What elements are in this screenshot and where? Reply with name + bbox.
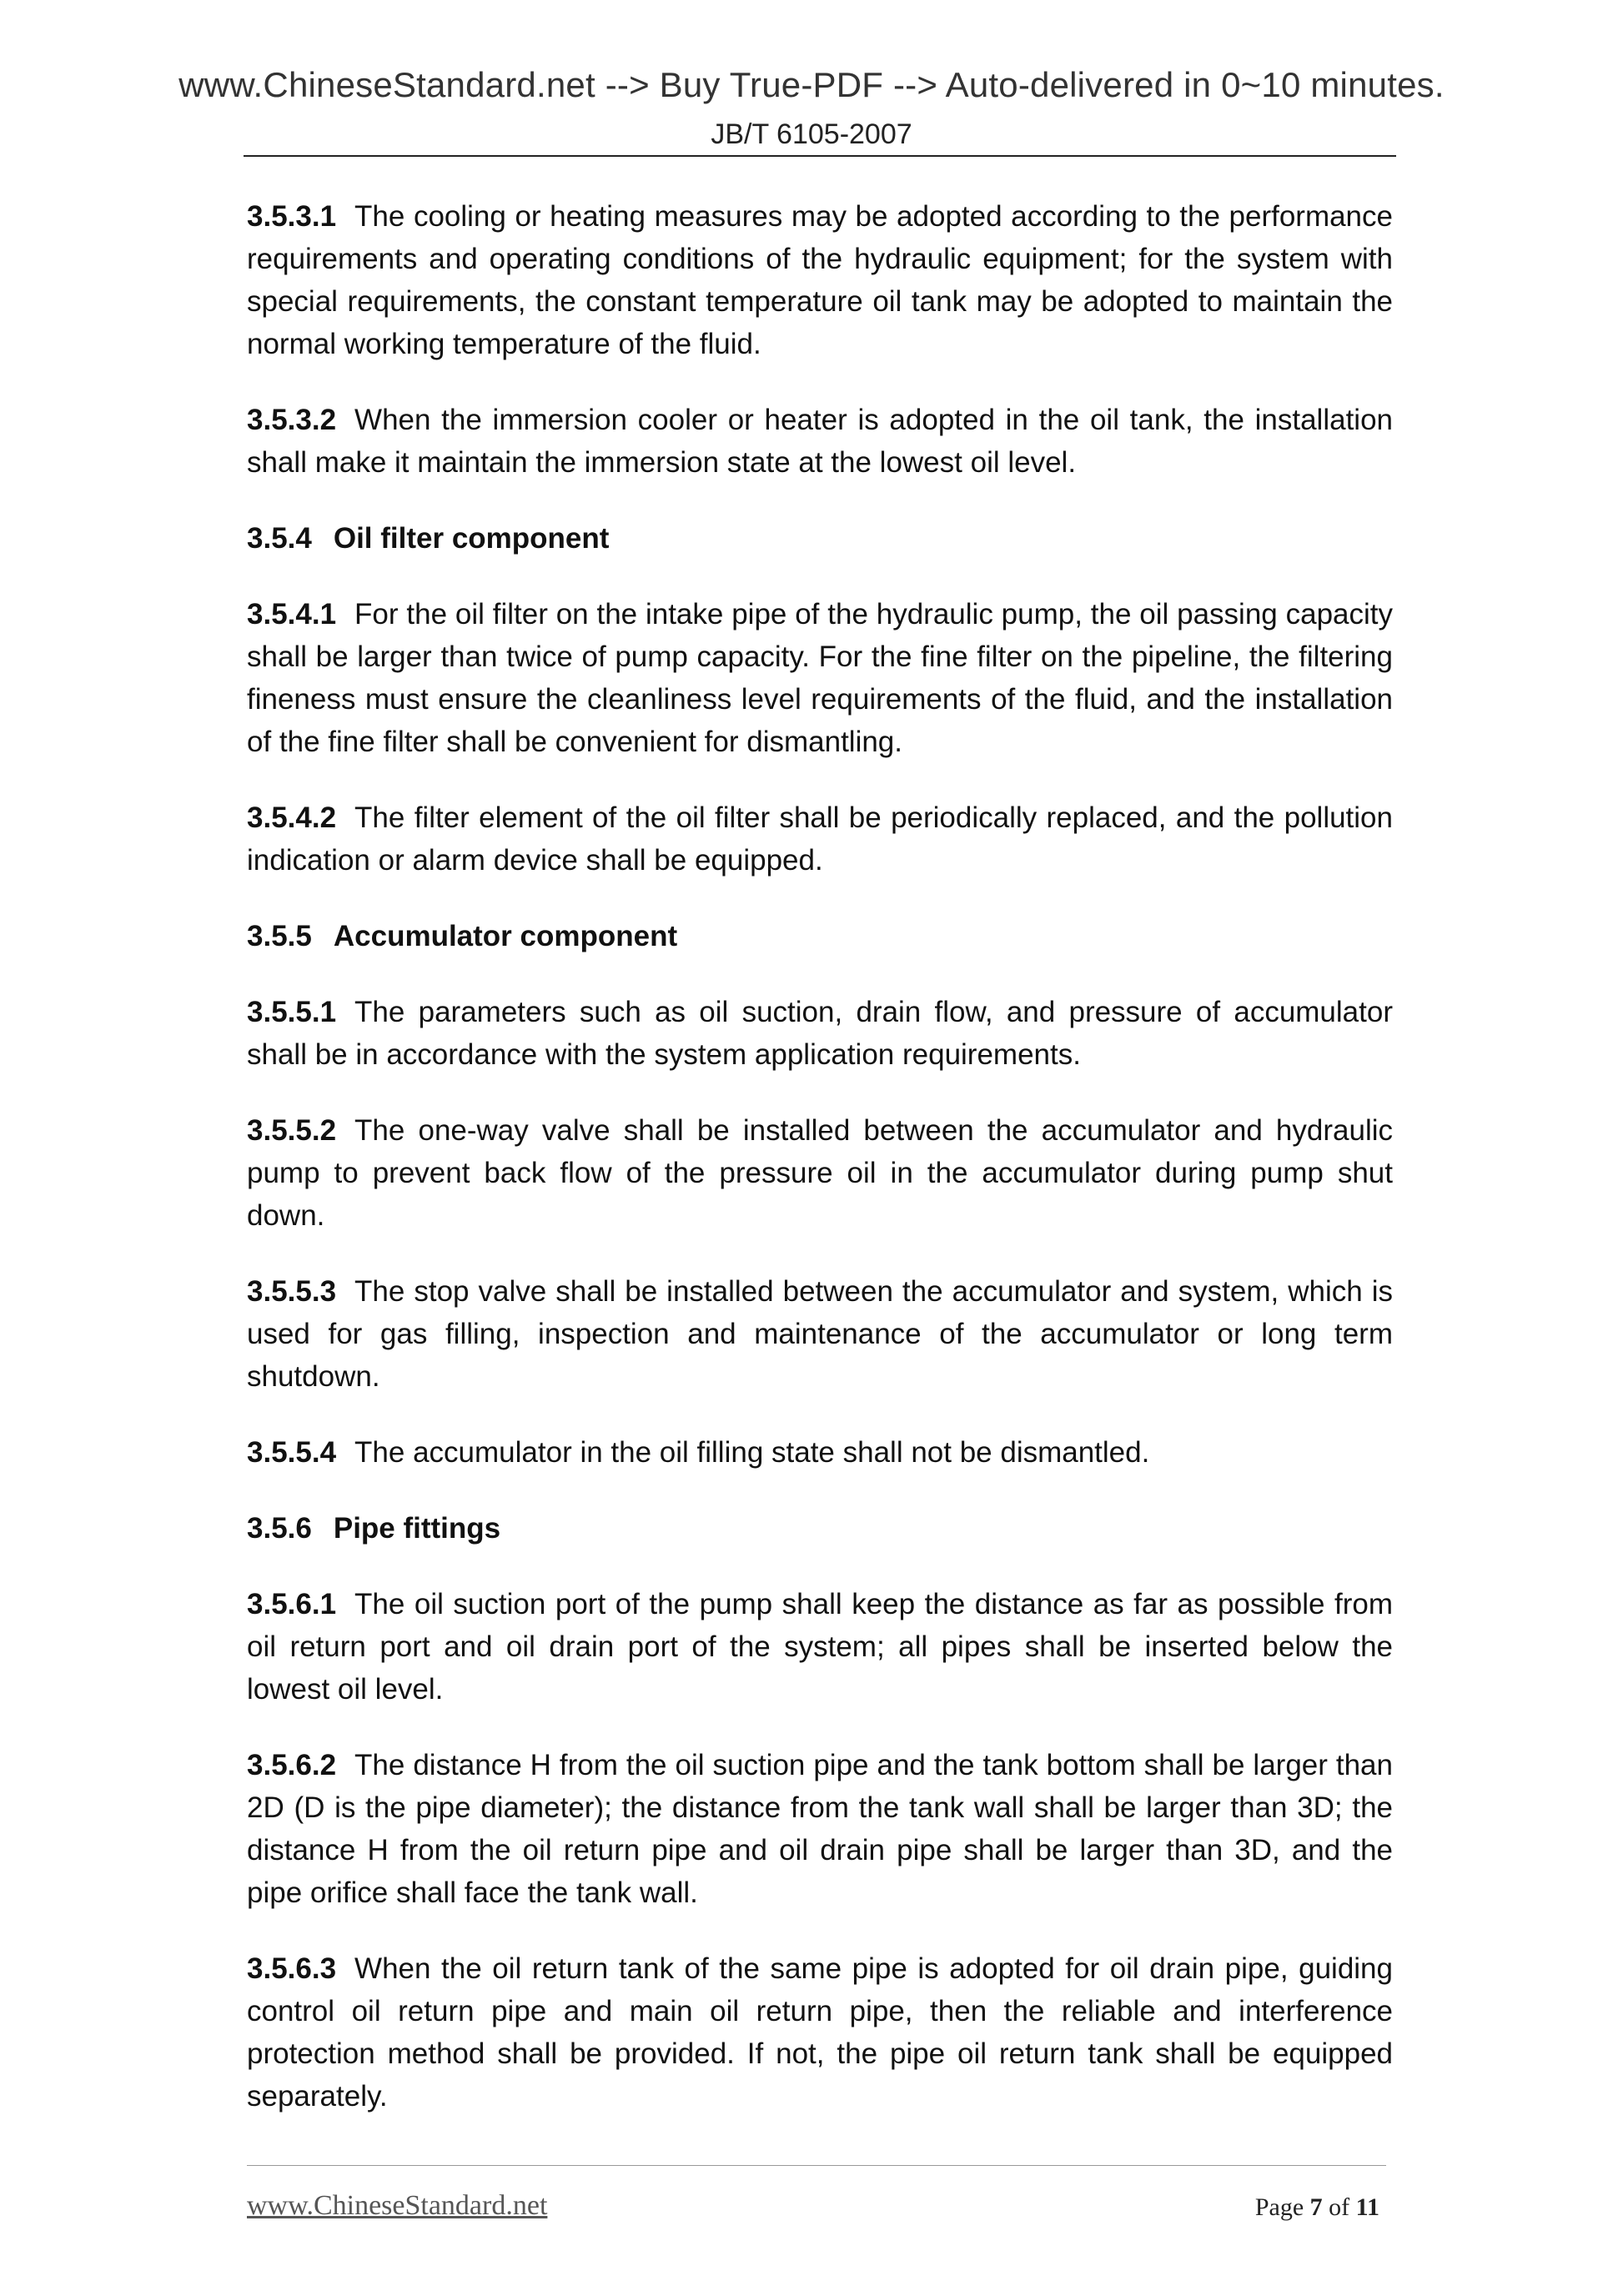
- clause-text: The accumulator in the oil filling state shall not be dismantled.: [354, 1436, 1150, 1469]
- section-heading-3-5-5: [247, 915, 1393, 957]
- clause-number: 3.5.5.2: [247, 1114, 337, 1147]
- clause-text: The distance H from the oil suction pipe and the tank bottom shall be larger than 2D (D is the pipe diameter); the distance from the tank wall shall be larger than 3D; the distance H from the oil return pipe and oil drain pipe shall be larger than 3D, and the pipe orifice shall face the tank wall.: [247, 1749, 1393, 1909]
- header-divider: [244, 155, 1396, 157]
- clause-3-5-5-3: [247, 1270, 1393, 1398]
- section-title: Accumulator component: [333, 920, 678, 952]
- page-number: 7: [1309, 2193, 1323, 2221]
- clause-3-5-6-2: [247, 1744, 1393, 1914]
- document-body: [247, 195, 1393, 2151]
- clause-text: When the oil return tank of the same pipe is adopted for oil drain pipe, guiding control oil return pipe and main oil return pipe, then the reliable and interference protection method shall be provided. If not, the pipe oil return tank shall be equipped separately.: [247, 1952, 1393, 2113]
- section-heading-3-5-4: [247, 517, 1393, 560]
- clause-text: The parameters such as oil suction, drain flow, and pressure of accumulator shall be in accordance with the system application requirements.: [247, 996, 1393, 1071]
- clause-3-5-5-2: [247, 1109, 1393, 1237]
- clause-number: 3.5.4.1: [247, 598, 337, 631]
- clause-number: 3.5.3.2: [247, 404, 337, 436]
- clause-3-5-4-2: [247, 796, 1393, 882]
- clause-number: 3.5.5.3: [247, 1275, 337, 1308]
- clause-number: 3.5.6.2: [247, 1749, 337, 1781]
- section-heading-3-5-6: [247, 1507, 1393, 1550]
- clause-number: 3.5.6.1: [247, 1588, 337, 1620]
- clause-number: 3.5.3.1: [247, 200, 337, 233]
- clause-text: For the oil filter on the intake pipe of the hydraulic pump, the oil passing capacity shall be larger than twice of pump capacity. For the fine filter on the pipeline, the filtering fineness must ensure the cleanliness level requirements of the fluid, and the installation of the fine filter shall be convenient for dismantling.: [247, 598, 1393, 758]
- page-total: 11: [1355, 2193, 1379, 2221]
- clause-number: 3.5.6.3: [247, 1952, 337, 1985]
- clause-number: 3.5.5.4: [247, 1436, 337, 1469]
- clause-3-5-5-1: [247, 991, 1393, 1076]
- clause-text: The oil suction port of the pump shall keep the distance as far as possible from oil return port and oil drain port of the system; all pipes shall be inserted below the lowest oil level.: [247, 1588, 1393, 1706]
- clause-3-5-3-2: [247, 399, 1393, 484]
- section-title: Oil filter component: [333, 522, 610, 555]
- footer-site-link[interactable]: www.ChineseStandard.net: [247, 2190, 548, 2221]
- section-number: 3.5.4: [247, 522, 312, 555]
- clause-text: The cooling or heating measures may be adopted according to the performance requirements and operating conditions of the hydraulic equipment; for the system with special requirements, the constant temperature oil tank may be adopted to maintain the normal working temperature of the fluid.: [247, 200, 1393, 360]
- clause-3-5-6-1: [247, 1583, 1393, 1711]
- footer-divider: [247, 2165, 1386, 2166]
- clause-3-5-3-1: [247, 195, 1393, 365]
- document-code: JB/T 6105-2007: [711, 118, 912, 150]
- page-word: Page: [1254, 2193, 1304, 2221]
- page-indicator: [1255, 2193, 1379, 2222]
- clause-text: When the immersion cooler or heater is adopted in the oil tank, the installation shall make it maintain the immersion state at the lowest oil level.: [247, 404, 1393, 479]
- site-banner-link[interactable]: www.ChineseStandard.net --> Buy True-PDF --> Auto-delivered in 0~10 minutes.: [178, 65, 1445, 104]
- section-title: Pipe fittings: [333, 1512, 501, 1545]
- section-number: 3.5.5: [247, 920, 312, 952]
- clause-3-5-6-3: [247, 1947, 1393, 2118]
- clause-text: The one-way valve shall be installed between the accumulator and hydraulic pump to prevent back flow of the pressure oil in the accumulator during pump shut down.: [247, 1114, 1393, 1232]
- clause-text: The filter element of the oil filter shall be periodically replaced, and the pollution indication or alarm device shall be equipped.: [247, 801, 1393, 877]
- of-word: of: [1329, 2193, 1350, 2221]
- clause-text: The stop valve shall be installed between the accumulator and system, which is used for gas filling, inspection and maintenance of the accumulator or long term shutdown.: [247, 1275, 1393, 1393]
- clause-3-5-4-1: [247, 593, 1393, 763]
- section-number: 3.5.6: [247, 1512, 312, 1545]
- clause-number: 3.5.5.1: [247, 996, 337, 1028]
- clause-3-5-5-4: [247, 1431, 1393, 1474]
- clause-number: 3.5.4.2: [247, 801, 337, 834]
